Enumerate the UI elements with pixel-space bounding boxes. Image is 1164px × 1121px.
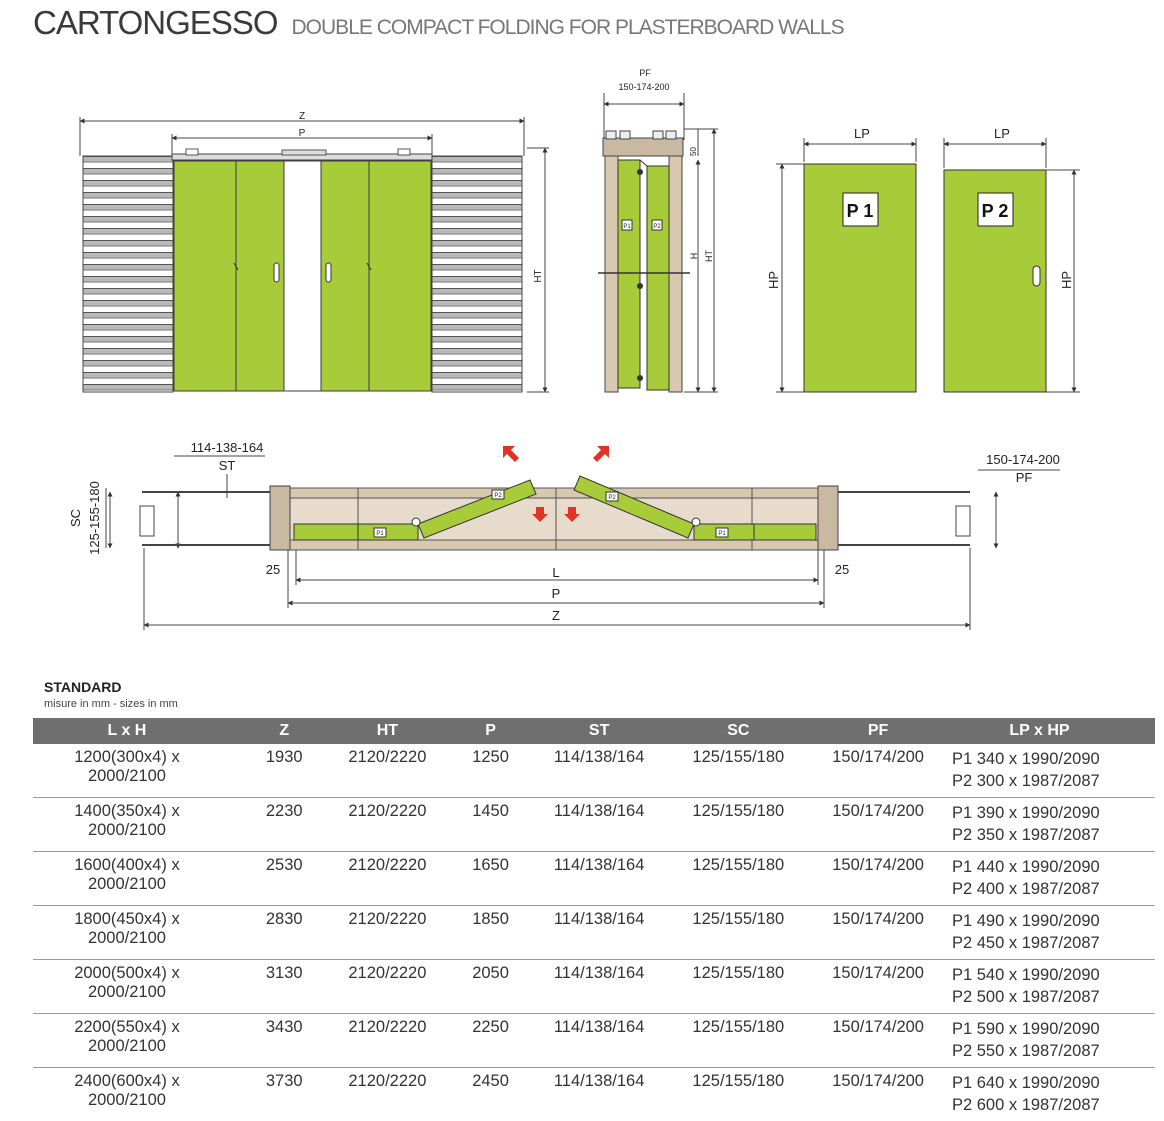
table-header-row xyxy=(33,718,1155,744)
cell-ht: 2120/2220 xyxy=(348,906,428,960)
cell-p: 2050 xyxy=(427,960,554,1014)
header-ht: HT xyxy=(348,718,428,744)
svg-text:HP: HP xyxy=(766,270,781,290)
svg-text:LP: LP xyxy=(994,126,1010,141)
front-dim-z: Z xyxy=(298,111,306,122)
cell-lxh: 1800(450x4) x 2000/2100 xyxy=(33,906,221,960)
svg-text:PF: PF xyxy=(1015,470,1033,485)
cell-p: 1650 xyxy=(427,852,554,906)
table-row xyxy=(33,960,1155,1014)
cell-lpxhp xyxy=(924,1068,1155,1121)
cell-pf: 150/174/200 xyxy=(832,744,924,798)
cell-ht: 2120/2220 xyxy=(348,960,428,1014)
svg-text:P2: P2 xyxy=(494,493,502,499)
svg-text:ST: ST xyxy=(218,458,236,473)
cell-z: 2830 xyxy=(221,906,348,960)
cell-lp1: P1 390 x 1990/2090 xyxy=(951,804,1100,822)
cell-p: 1450 xyxy=(427,798,554,852)
svg-text:25: 25 xyxy=(834,562,850,577)
page-subtitle: DOUBLE COMPACT FOLDING FOR PLASTERBOARD WALLS xyxy=(291,16,844,39)
cell-ht: 2120/2220 xyxy=(348,852,428,906)
svg-text:150-174-200: 150-174-200 xyxy=(986,452,1060,467)
cell-sc: 125/155/180 xyxy=(644,906,832,960)
cell-ht: 2120/2220 xyxy=(348,744,428,798)
header-st: ST xyxy=(554,718,645,744)
cell-lp1: P1 490 x 1990/2090 xyxy=(951,912,1100,930)
svg-text:125-155-180: 125-155-180 xyxy=(87,481,102,555)
cell-sc: 125/155/180 xyxy=(692,1072,785,1090)
cell-z: 1930 xyxy=(221,744,348,798)
cell-pf: 150/174/200 xyxy=(832,906,924,960)
cell-st: 114/138/164 xyxy=(554,906,645,960)
svg-text:P2: P2 xyxy=(608,495,616,501)
section-title: STANDARD xyxy=(44,679,122,695)
cell-z: 2530 xyxy=(221,852,348,906)
cell-sc: 125/155/180 xyxy=(644,1014,832,1068)
table-row xyxy=(33,852,1155,906)
cell-ht: 2120/2220 xyxy=(348,798,428,852)
cell-lp1: P1 540 x 1990/2090 xyxy=(951,966,1100,984)
cell-lxh: 2200(550x4) x 2000/2100 xyxy=(33,1014,221,1068)
left-wall-slats xyxy=(83,156,173,392)
cell-lp1: P1 590 x 1990/2090 xyxy=(951,1020,1100,1038)
cell-ht: 2120/2220 xyxy=(348,1072,427,1090)
front-dim-ht: HT xyxy=(533,269,544,283)
cell-lp2: P2 500 x 1987/2087 xyxy=(951,988,1100,1006)
table-row xyxy=(33,744,1155,798)
cell-p: 1250 xyxy=(427,744,554,798)
svg-text:Z: Z xyxy=(552,608,560,623)
svg-text:P: P xyxy=(551,586,561,601)
table-row xyxy=(33,1014,1155,1068)
svg-text:50: 50 xyxy=(689,147,698,156)
cell-lpxhp xyxy=(924,852,1155,906)
cell-pf: 150/174/200 xyxy=(832,798,924,852)
cell-lpxhp xyxy=(924,960,1155,1014)
cell-lpxhp xyxy=(924,906,1155,960)
right-wall-slats xyxy=(432,156,522,392)
cell-p: 1850 xyxy=(427,906,554,960)
header-p: P xyxy=(427,718,554,744)
cell-sc: 125/155/180 xyxy=(644,798,832,852)
table-row xyxy=(33,906,1155,960)
cell-lpxhp xyxy=(924,744,1155,798)
cell-st: 114/138/164 xyxy=(554,852,645,906)
cell-lxh: 2400(600x4) x 2000/2100 xyxy=(74,1072,180,1109)
cell-lxh: 1200(300x4) x 2000/2100 xyxy=(33,744,221,798)
cell-pf: 150/174/200 xyxy=(832,1014,924,1068)
cell-pf: 150/174/200 xyxy=(832,1072,924,1090)
cell-st: 114/138/164 xyxy=(554,960,645,1014)
table-row xyxy=(33,1068,1155,1121)
header-lxh: L x H xyxy=(33,718,221,744)
table-row xyxy=(33,798,1155,852)
header-pf: PF xyxy=(832,718,924,744)
panel-views xyxy=(766,126,1080,392)
header-lpxhp: LP x HP xyxy=(924,718,1155,744)
panel-p1-label: P 1 xyxy=(846,201,874,221)
svg-text:HP: HP xyxy=(1059,270,1074,290)
cell-st: 114/138/164 xyxy=(554,798,645,852)
cell-lxh: 1600(400x4) x 2000/2100 xyxy=(33,852,221,906)
svg-text:114-138-164: 114-138-164 xyxy=(190,440,264,455)
svg-text:SC: SC xyxy=(68,508,83,528)
svg-text:LP: LP xyxy=(854,126,870,141)
cell-p: 2450 xyxy=(472,1072,509,1090)
cell-st: 114/138/164 xyxy=(553,1072,645,1090)
cell-st: 114/138/164 xyxy=(554,1014,645,1068)
cell-lp2: P2 300 x 1987/2087 xyxy=(951,772,1100,790)
cell-lp1: P1 340 x 1990/2090 xyxy=(951,750,1100,768)
svg-text:L: L xyxy=(552,565,560,580)
cell-z: 3730 xyxy=(265,1072,303,1090)
cell-lxh: 1400(350x4) x 2000/2100 xyxy=(33,798,221,852)
svg-text:HT: HT xyxy=(704,250,714,262)
page-title: CARTONGESSO xyxy=(33,4,278,41)
cell-lp2: P2 400 x 1987/2087 xyxy=(951,880,1100,898)
cell-ht: 2120/2220 xyxy=(348,1014,428,1068)
cell-pf: 150/174/200 xyxy=(832,960,924,1014)
cell-st: 114/138/164 xyxy=(554,744,645,798)
spec-table xyxy=(33,718,1155,1121)
side-view xyxy=(598,68,718,392)
svg-text:H: H xyxy=(689,252,699,260)
cell-lp2: P2 550 x 1987/2087 xyxy=(951,1042,1100,1060)
panel-p2-label: P 2 xyxy=(981,201,1009,221)
cell-pf: 150/174/200 xyxy=(832,852,924,906)
cell-lpxhp xyxy=(924,1014,1155,1068)
cell-lp2: P2 350 x 1987/2087 xyxy=(951,826,1100,844)
svg-text:P1: P1 xyxy=(718,531,726,537)
cell-lp2: P2 450 x 1987/2087 xyxy=(951,934,1100,952)
cell-z: 3430 xyxy=(221,1014,348,1068)
cell-sc: 125/155/180 xyxy=(644,960,832,1014)
cell-lpxhp xyxy=(924,798,1155,852)
svg-text:P1: P1 xyxy=(376,531,384,537)
svg-text:PF: PF xyxy=(639,68,651,78)
front-view xyxy=(80,111,549,392)
section-note: misure in mm - sizes in mm xyxy=(44,698,178,710)
svg-text:25: 25 xyxy=(265,562,281,577)
svg-text:150-174-200: 150-174-200 xyxy=(618,82,670,92)
header-z: Z xyxy=(221,718,348,744)
cell-lp2: P2 600 x 1987/2087 xyxy=(951,1096,1100,1114)
cell-sc: 125/155/180 xyxy=(644,852,832,906)
cell-z: 3130 xyxy=(221,960,348,1014)
svg-text:P2: P2 xyxy=(653,224,661,230)
cell-lxh: 2000(500x4) x 2000/2100 xyxy=(33,960,221,1014)
cell-lp1: P1 440 x 1990/2090 xyxy=(951,858,1100,876)
svg-text:P1: P1 xyxy=(623,224,631,230)
cell-sc: 125/155/180 xyxy=(644,744,832,798)
cell-z: 2230 xyxy=(221,798,348,852)
cell-lp1: P1 640 x 1990/2090 xyxy=(951,1074,1100,1092)
header-sc: SC xyxy=(644,718,832,744)
plan-view xyxy=(68,440,1060,630)
cell-p: 2250 xyxy=(427,1014,554,1068)
front-dim-p: P xyxy=(298,128,306,139)
